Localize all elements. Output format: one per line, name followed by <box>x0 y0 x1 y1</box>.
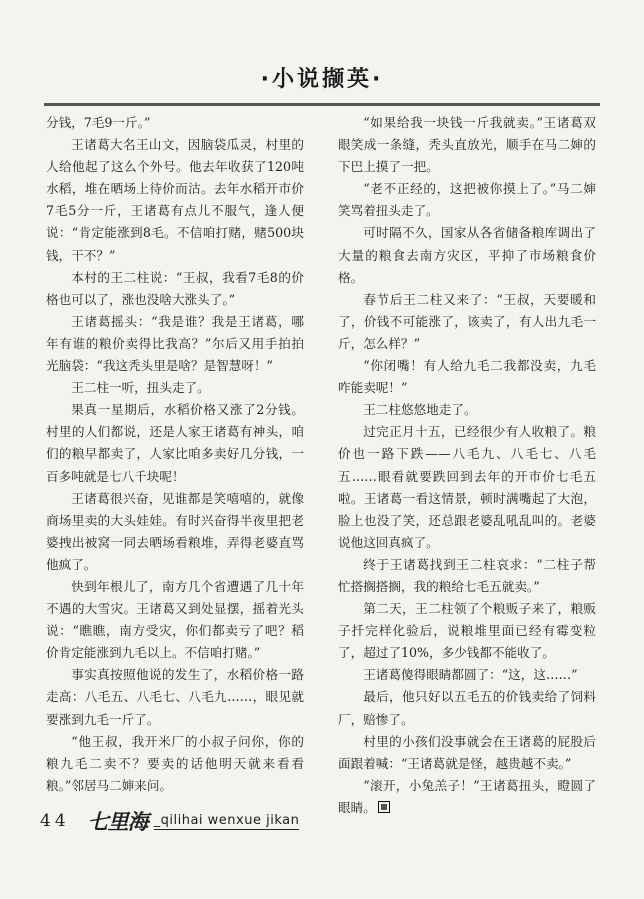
paragraph: 王诸葛大名王山文，因脑袋瓜灵，村里的人给他起了这么个外号。他去年收获了120吨水稻，堆在晒场上待价而沽。去年水稻开市价7毛5分一斤，王诸葛有点儿不服气，逢人便说：“肯定能涨到8毛。不信咱打赌，赌500块钱，干不？” <box>46 137 304 263</box>
paragraph: 王诸葛摇头：“我是谁？我是王诸葛，哪年有谁的粮价卖得比我高？”尔后又用手拍拍光脑袋：“我这秃头里是啥？是智慧呀！” <box>46 313 304 374</box>
paragraph: 最后，他只好以五毛五的价钱卖给了饲料厂，赔惨了。 <box>338 689 596 727</box>
paragraph: 村里的小孩们没事就会在王诸葛的屁股后面跟着喊：“王诸葛就是怪，越贵越不卖。” <box>338 733 596 771</box>
paragraph: 本村的王二柱说：“王叔，我看7毛8的价格也可以了，涨也没啥大涨头了。” <box>46 269 304 307</box>
paragraph: “他王叔，我开米厂的小叔子问你，你的粮九毛二卖不？要卖的话他明天就来看看粮。”邻居马二婶来问。 <box>46 733 304 793</box>
paragraph: 王诸葛傻得眼睛都圆了：“这，这……” <box>363 667 578 683</box>
paragraph: 第二天，王二柱领了个粮贩子来了，粮贩子扦完样化验后，说粮堆里面已经有霉变粒了，超过了10%，多少钱都不能收了。 <box>338 601 596 661</box>
paragraph: “滚开，小兔羔子！”王诸葛扭头，瞪圆了眼睛。 <box>338 777 596 815</box>
section-header <box>0 62 644 98</box>
paragraph: 事实真按照他说的发生了，水稻价格一路走高：八毛五、八毛七、八毛九……，眼见就要涨到九毛一斤了。 <box>46 667 304 727</box>
right-column <box>338 112 596 815</box>
page-footer <box>40 806 299 836</box>
paragraph: “如果给我一块钱一斤我就卖。”王诸葛双眼笑成一条缝，秃头直放光，顺手在马二婶的下巴上摸了一把。 <box>338 115 596 175</box>
paragraph: “老不正经的，这把被你摸上了。”马二婶笑骂着扭头走了。 <box>338 181 596 219</box>
paragraph: 王诸葛很兴奋，见谁都是笑嘻嘻的，就像商场里卖的大头娃娃。有时兴奋得半夜里把老婆拽出被窝一同去晒场看粮堆，弄得老婆直骂他疯了。 <box>46 490 304 572</box>
paragraph: 王二柱悠悠地走了。 <box>363 402 477 418</box>
magazine-pinyin: _qilihai wenxue jikan <box>153 812 300 828</box>
page-number: 44 <box>40 811 70 831</box>
paragraph: 春节后王二柱又来了：“王叔，天要暖和了，价钱不可能涨了，该卖了，有人出九毛一斤，怎么样？” <box>338 291 596 351</box>
end-of-story-icon <box>378 801 390 813</box>
magazine-logo: 七里海 <box>87 810 148 834</box>
paragraph: 分钱，7毛9一斤。” <box>46 115 151 130</box>
paragraph: 终于王诸葛找到王二柱哀求：“二柱子帮忙搭搁搭搁，我的粮给七毛五就卖。” <box>338 556 596 594</box>
paragraph: “你闭嘴！有人给九毛二我都没卖，九毛咋能卖呢！” <box>338 358 596 396</box>
paragraph: 可时隔不久，国家从各省储备粮库调出了大量的粮食去南方灾区，平抑了市场粮食价格。 <box>338 225 596 285</box>
header-rule <box>44 103 600 106</box>
paragraph: 果真一星期后，水稻价格又涨了2分钱。村里的人们都说，还是人家王诸葛有神头，咱们的粮早都卖了，人家比咱多卖好几分钱，一百多吨就是七八千块呢！ <box>46 402 304 484</box>
paragraph: 过完正月十五，已经很少有人收粮了。粮价也一路下跌——八毛九、八毛七、八毛五……眼看就要跌回到去年的开市价七毛五啦。王诸葛一看这情景，顿时满嘴起了大泡，脸上也没了笑，还总跟老婆乱吼乱叫的。老婆说他这回真疯了。 <box>338 424 596 550</box>
paragraph: 王二柱一听，扭头走了。 <box>71 380 210 396</box>
left-column <box>46 112 304 793</box>
paragraph: 快到年根儿了，南方几个省遭遇了几十年不遇的大雪灾。王诸葛又到处显摆，摇着光头说：“瞧瞧，南方受灾，你们都卖亏了吧？稻价肯定能涨到九毛以上。不信咱打赌。” <box>46 578 304 661</box>
section-title: ·小说撷英· <box>260 67 384 92</box>
